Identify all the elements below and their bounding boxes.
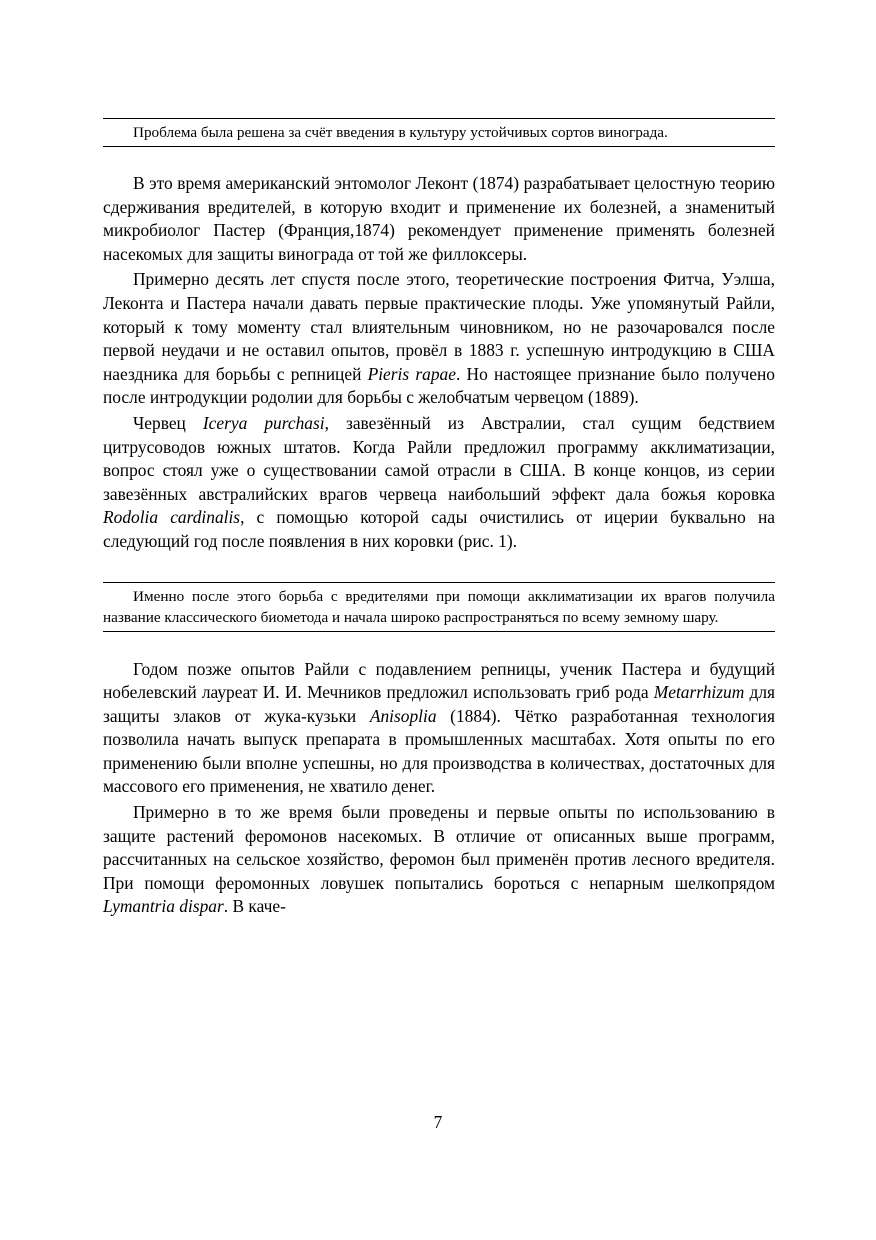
species-name: Lymantria dispar: [103, 896, 224, 917]
highlight-box-1: [103, 118, 775, 147]
highlight-box-2-text: Именно после этого борьба с вредителями при помощи акклиматизации их врагов получила название классического биометода и начала широко распространяться по всему земному шару.: [103, 587, 775, 626]
paragraph-4: Годом позже опытов Райли с подавлением репницы, ученик Пастера и будущий нобелевский лауреат И. И. Мечников предложил использовать гриб рода Metarrhizum для защиты злаков от жука-кузьки Anisoplia (1884). Чётко разработанная технология позволила начать выпуск препарата в промышленных масштабах. Хотя опыты по его применению были вполне успешны, но для производства в количествах, достаточных для массового его применения, не хватило денег.: [103, 658, 775, 797]
highlight-box-1-text: Проблема была решена за счёт введения в культуру устойчивых сортов винограда.: [133, 124, 668, 141]
paragraph-3: Червец Icerya purchasi, завезённый из Австралии, стал сущим бедствием цитрусоводов южных штатов. Когда Райли предложил программу акклиматизации, вопрос стоял уже о существовании самой отрасли в США. В конце концов, из серии завезённых австралийских врагов червеца наибольший эффект дала божья коровка Rodolia cardinalis, с помощью которой сады очистились от ицерии буквально на следующий год после появления в них коровки (рис. 1).: [103, 412, 775, 551]
species-name: Pieris rapae: [367, 363, 456, 384]
genus-name: Metarrhizum: [653, 682, 745, 703]
genus-name: Anisoplia: [369, 705, 437, 726]
highlight-box-2: [103, 582, 775, 632]
body-section-1: [103, 172, 775, 554]
paragraph-1: В это время американский энтомолог Леконт (1874) разрабатывает целостную теорию сдерживания вредителей, в которую входит и применение их болезней, а знаменитый микробиолог Пастер (Франция,1874) рекомендует применение применять болезней насекомых для защиты винограда от той же филлоксеры.: [103, 173, 775, 264]
paragraph-2: Примерно десять лет спустя после этого, теоретические построения Фитча, Уэлша, Леконта и Пастера начали давать первые практические плоды. Уже упомянутый Райли, который к тому моменту стал влиятельным чиновником, но не разочаровался после первой неудачи и не оставил опытов, провёл в 1883 г. успешную интродукцию в США наездника для борьбы с репницей Pieris rapae. Но настоящее признание было получено после интродукции родолии для борьбы с желобчатым червецом (1889).: [103, 269, 776, 408]
body-section-2: [103, 658, 775, 920]
page-number: 7: [433, 1112, 443, 1132]
page-content: [103, 118, 775, 921]
species-name: Rodolia cardinalis: [103, 507, 241, 528]
species-name: Icerya purchasi: [202, 412, 325, 433]
paragraph-5: Примерно в то же время были проведены и первые опыты по использованию в защите растений феромонов насекомых. В отличие от описанных выше программ, рассчитанных на сельское хозяйство, феромон был применён против лесного вредителя. При помощи феромонных ловушек попытались бороться с непарным шелкопрядом Lymantria dispar. В каче-: [103, 802, 775, 917]
